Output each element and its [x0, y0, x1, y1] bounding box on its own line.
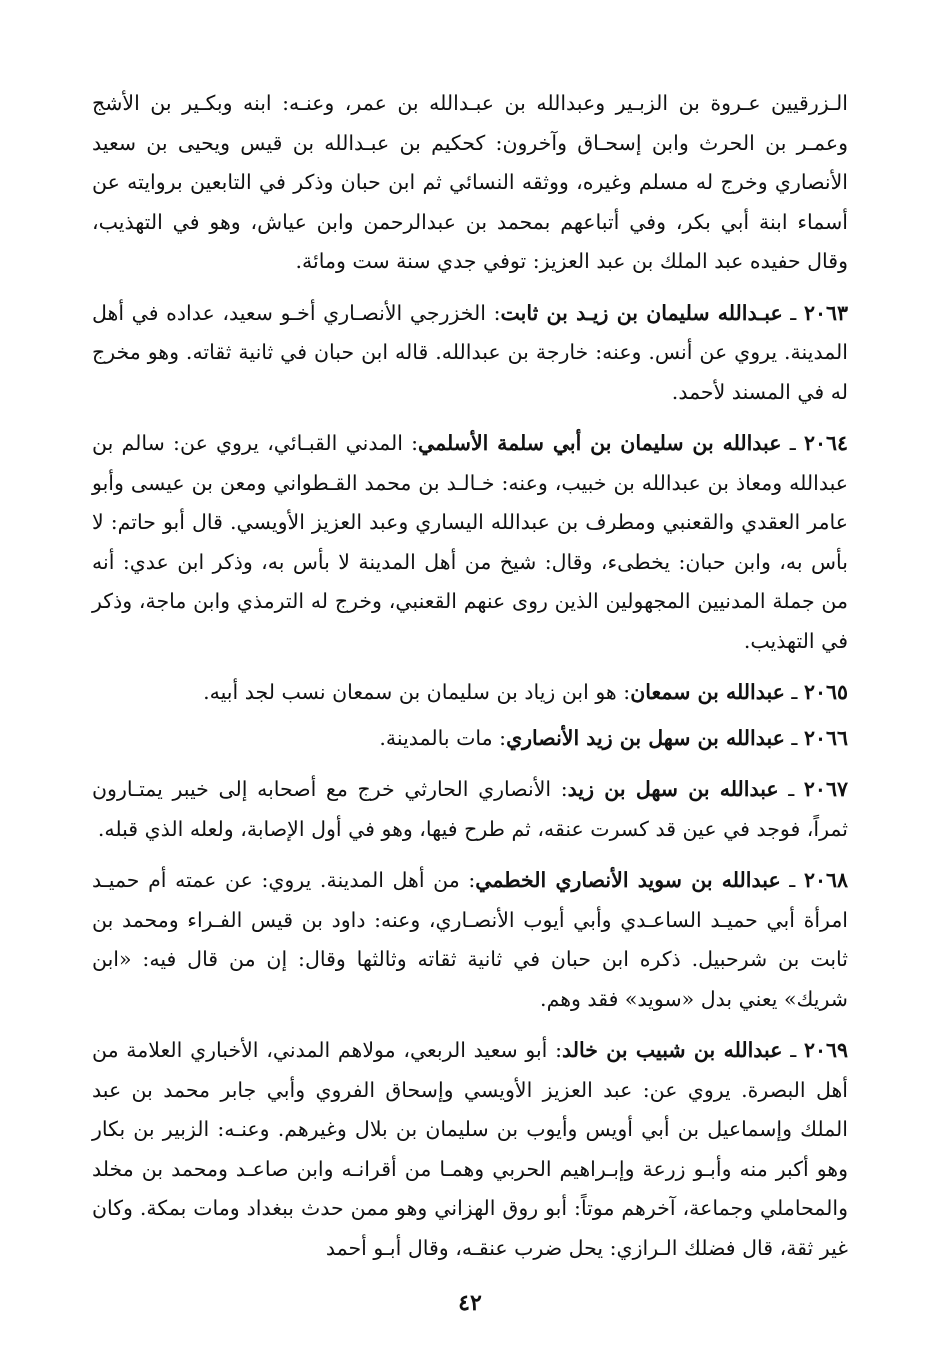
entry-number: ٢٠٦٣: [803, 300, 848, 325]
entry-name: عبدالله بن شبيب بن خالد: [561, 1038, 783, 1062]
entry-name: عبـدالله سليمان بن زيـد بن ثابت: [500, 300, 783, 325]
entry-number: ٢٠٦٧: [803, 777, 848, 801]
colon: :: [485, 300, 501, 325]
entry-number: ٢٠٦٤: [803, 431, 848, 455]
page-number: ٤٢: [458, 1290, 482, 1316]
entry-text: المدني القبـائي، يروي عن: سالم بن عبدالله ومعاذ بن عبدالله بن خبيب، وعنه: خـالـد بن محمد القـطواني ومعن بن عيسى وأبو عامر العقدي والقعنبي ومطرف بن عبدالله اليساري وعبد العزيز الأويسي. قال أبو حاتم: لا بأس به، وابن حبان: يخطىء، وقال: شيخ من أهل المدينة لا بأس به، وذكر ابن عدي: أنه من جملة المدنيين المجهولين الذين روى عنهم القعنبي، وخرج له الترمذي وابن ماجة، وذكر في التهذيب.: [92, 431, 848, 653]
entry-2066: [92, 719, 848, 759]
entry-text: مات بالمدينة.: [379, 725, 493, 750]
entry-name: عبدالله بن سويد الأنصاري الخطمي: [475, 868, 781, 892]
entry-name: عبدالله بن سهل بن زيد الأنصاري: [506, 725, 785, 750]
entry-number: ٢٠٦٦: [803, 725, 848, 750]
dash: ـ: [780, 868, 796, 892]
dash: ـ: [782, 1038, 797, 1062]
entry-text: هو ابن زياد بن سليمان بن سمعان نسب لجد أبيه.: [203, 680, 617, 704]
colon: :: [547, 1038, 562, 1062]
colon: :: [616, 680, 631, 704]
entry-text: من أهل المدينة. يروي: عن عمته أم حميـد امرأة أبي حميـد الساعـدي وأبي أيوب الأنصـاري، وعنه: داود بن قيس الفـراء ومحمد بن ثابت بن شرحبيل. ذكره ابن حبان في ثانية ثقاته وثالثها وقال: إن من قال فيه: «ابن شريك» يعني بدل «سويد» فقد وهم.: [92, 868, 848, 1011]
dash: ـ: [784, 725, 798, 750]
entry-text: الـزرقيين عـروة بن الزبـير وعبدالله بن عبـدالله بن عمر، وعنـه: ابنه وبكـير بن الأشج وعمـر بن الحرث وابن إسحـاق وآخرون: كحكيم بن عبـدالله بن قيس ويحيى بن سعيد الأنصاري وخرج له مسلم وغيره، ووثقه النسائي ثم ابن حبان وذكر في التابعين بروايته عن أسماء ابنة أبي بكر، وفي أتباعهم بمحمد بن عبدالرحمن وابن عياش، وهو في التهذيب، وقال حفيده عبد الملك بن عبد العزيز: توفي جدي سنة ست ومائة.: [92, 91, 848, 273]
entry-text: الأنصاري الحارثي خرج مع أصحابه إلى خيبر يمتـارون ثمراً، فوجد في عين قد كسرت عنقه، ثم طرح فيها، وهو في أول الإصابة، ولعله الذي قبله.: [92, 777, 848, 841]
dash: ـ: [781, 431, 796, 455]
entry-2067: [92, 770, 848, 849]
dash: ـ: [784, 680, 798, 704]
entry-text: أبو سعيد الربعي، مولاهم المدني، الأخباري العلامة من أهل البصرة. يروي عن: عبد العزيز الأويسي وإسحاق الفروي وأبي جابر محمد بن عبد الملك وإسماعيل بن أبي أويس وأيوب بن سليمان بن بلال وغيرهم. وعنـه: الزبير بن بكار وهو أكبر منه وأبـو زرعة وإبـراهيم الحربي وهمـا من أقرانـه وابن صاعـد ومحمد بن مخلد والمحاملي وجماعة، آخرهم موتاً: أبو روق الهزاني وهو ممن حدث ببغداد ومات بمكة. وكان غير ثقة، قال فضلك الـرازي: يحل ضرب عنقـه، وقال أبـو أحمد: [92, 1038, 848, 1260]
dash: ـ: [778, 777, 795, 801]
entry-2069: [92, 1031, 848, 1268]
entry-name: عبدالله بن سمعان: [630, 680, 785, 704]
entry-number: ٢٠٦٥: [803, 680, 848, 704]
dash: ـ: [782, 300, 797, 325]
colon: :: [459, 868, 476, 892]
entry-text: الخزرجي الأنصـاري أخـو سعيد، عداده في أهل المدينة. يروي عن أنس. وعنه: خارجة بن عبدالله. قاله ابن حبان في ثانية ثقاته. وهو مخرج له في المسند لأحمد.: [92, 300, 848, 404]
entry-2068: [92, 861, 848, 1019]
page-text: [92, 84, 848, 1284]
colon: :: [551, 777, 568, 801]
entry-continued: [92, 84, 848, 282]
entry-2063: [92, 294, 848, 413]
entry-number: ٢٠٦٨: [803, 868, 848, 892]
entry-number: ٢٠٦٩: [803, 1038, 848, 1062]
colon: :: [402, 431, 419, 455]
colon: :: [492, 725, 507, 750]
entry-2065: [92, 673, 848, 713]
entry-2064: [92, 424, 848, 661]
entry-name: عبدالله بن سهل بن زيد: [567, 777, 779, 801]
entry-name: عبدالله بن سليمان بن أبي سلمة الأسلمي: [418, 431, 782, 455]
